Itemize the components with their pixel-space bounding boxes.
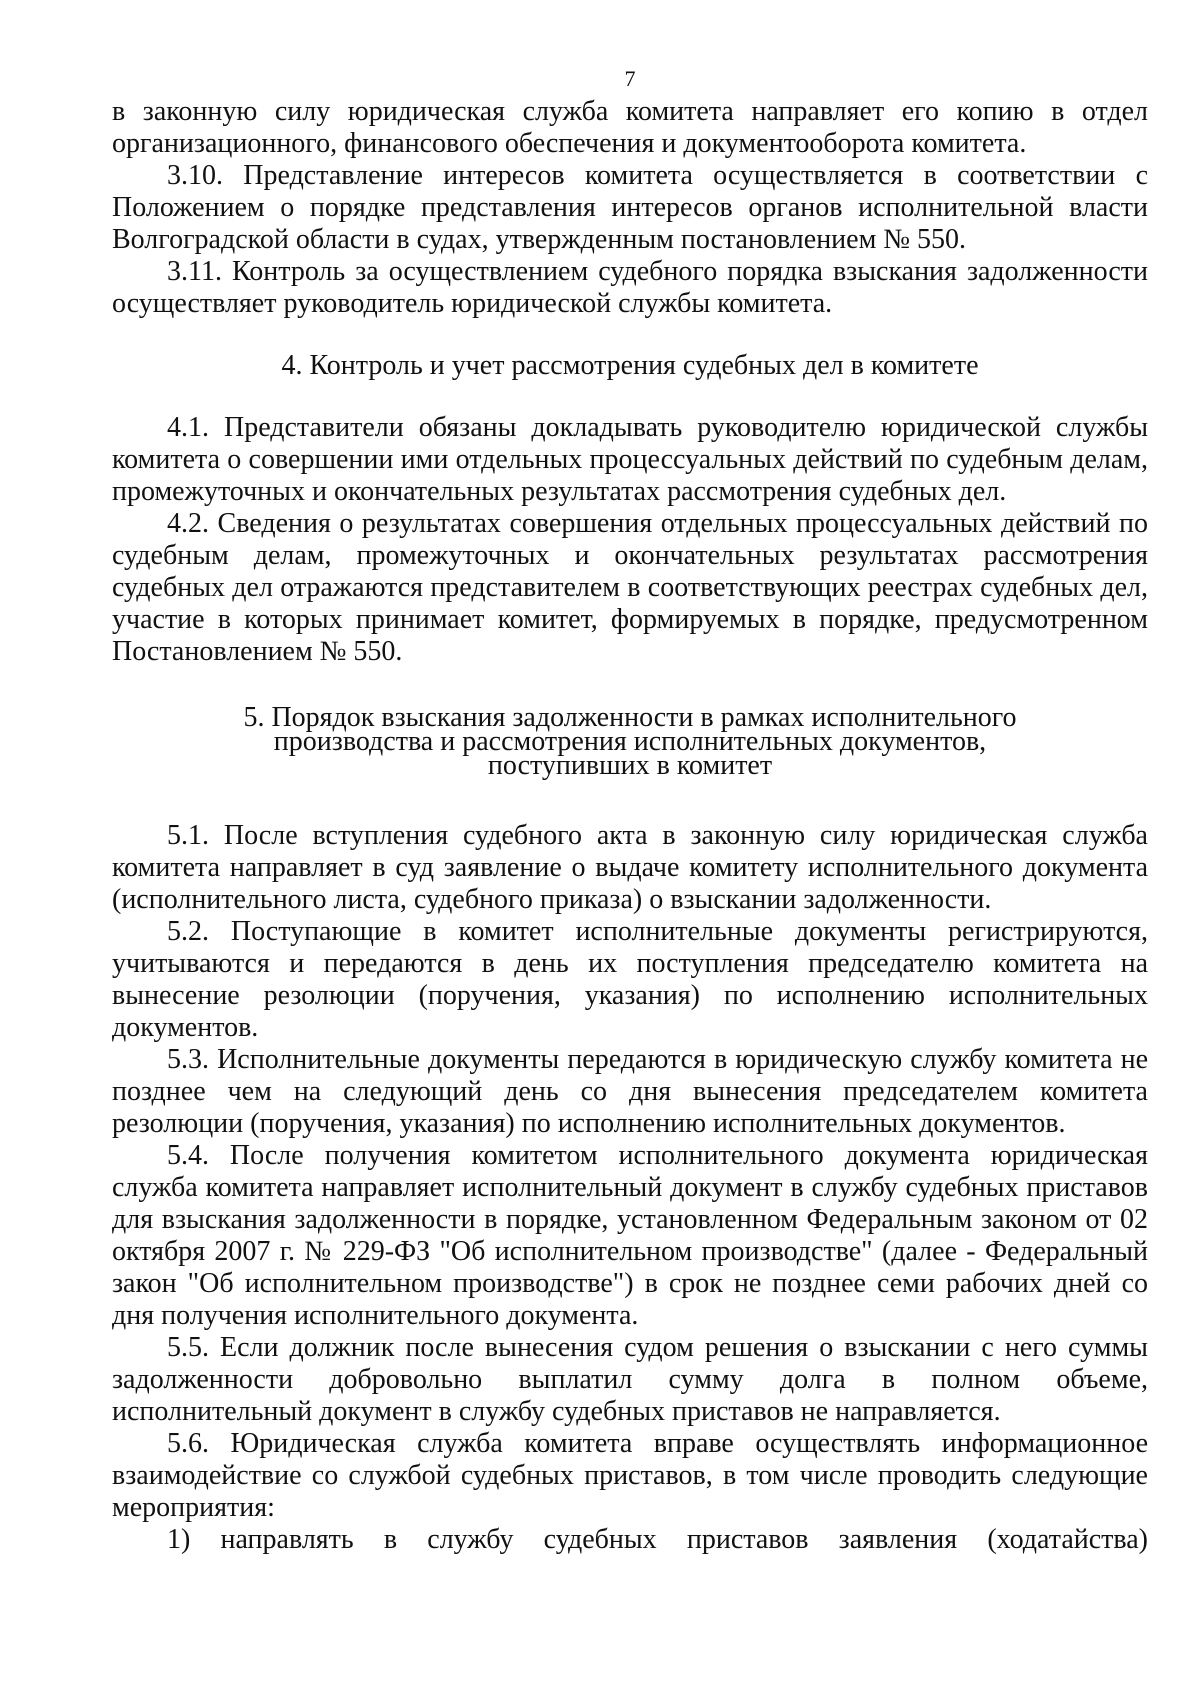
section-5-title [112,702,1148,781]
paragraph-4-1: 4.1. Представители обязаны докладывать руководителю юридической службы комитета о совершении ими отдельных процессуальных действий по судебным делам, промежуточных и окончательных результатах рассмотрения судебных дел. [112,412,1148,507]
paragraph-3-11: 3.11. Контроль за осуществлением судебного порядка взыскания задолженности осуществляет руководитель юридической службы комитета. [112,256,1148,319]
section-5-title-line: поступивших в комитет [487,750,773,781]
paragraph-5-3: 5.3. Исполнительные документы передаются в юридическую службу комитета не позднее чем на следующий день со дня вынесения председателем комитета резолюции (поручения, указания) по исполнению исполнительных документов. [112,1044,1148,1139]
section-4-title: 4. Контроль и учет рассмотрения судебных дел в комитете [281,350,979,381]
paragraph-3-9-continuation: в законную силу юридическая служба комитета направляет его копию в отдел организационного, финансового обеспечения и документооборота комитета. [112,96,1148,159]
paragraph-3-10: 3.10. Представление интересов комитета осуществляется в соответствии с Положением о порядке представления интересов органов исполнительной власти Волгоградской области в судах, утвержденным постановлением № 550. [112,160,1148,255]
document-body [112,96,1148,1556]
paragraph-5-2: 5.2. Поступающие в комитет исполнительные документы регистрируются, учитываются и передаются в день их поступления председателю комитета на вынесение резолюции (поручения, указания) по исполнению исполнительных документов. [112,916,1148,1043]
paragraph-5-5: 5.5. Если должник после вынесения судом решения о взыскании с него суммы задолженности добровольно выплатил сумму долга в полном объеме, исполнительный документ в службу судебных приставов не направляется. [112,1332,1148,1427]
list-item-1: 1) направлять в службу судебных приставов заявления (ходатайства) [167,1524,1148,1555]
paragraph-5-4: 5.4. После получения комитетом исполнительного документа юридическая служба комитета направляет исполнительный документ в службу судебных приставов для взыскания задолженности в порядке, установленном Федеральным законом от 02 октября 2007 г. № 229-ФЗ "Об исполнительном производстве" (далее - Федеральный закон "Об исполнительном производстве") в срок не позднее семи рабочих дней со дня получения исполнительного документа. [112,1140,1148,1331]
section-5-title-line: производства и рассмотрения исполнительных документов, [273,726,987,757]
paragraph-4-2: 4.2. Сведения о результатах совершения отдельных процессуальных действий по судебным делам, промежуточных и окончательных результатах рассмотрения судебных дел отражаются представителем в соответствующих реестрах судебных дел, участие в которых принимает комитет, формируемых в порядке, предусмотренном Постановлением № 550. [112,508,1148,667]
paragraph-5-6: 5.6. Юридическая служба комитета вправе осуществлять информационное взаимодействие со службой судебных приставов, в том числе проводить следующие мероприятия: [112,1428,1148,1523]
paragraph-5-1: 5.1. После вступления судебного акта в законную силу юридическая служба комитета направляет в суд заявление о выдаче комитету исполнительного документа (исполнительного листа, судебного приказа) о взыскании задолженности. [112,820,1148,915]
section-5-title-line: 5. Порядок взыскания задолженности в рамках исполнительного [243,702,1017,733]
page-number: 7 [624,66,636,91]
